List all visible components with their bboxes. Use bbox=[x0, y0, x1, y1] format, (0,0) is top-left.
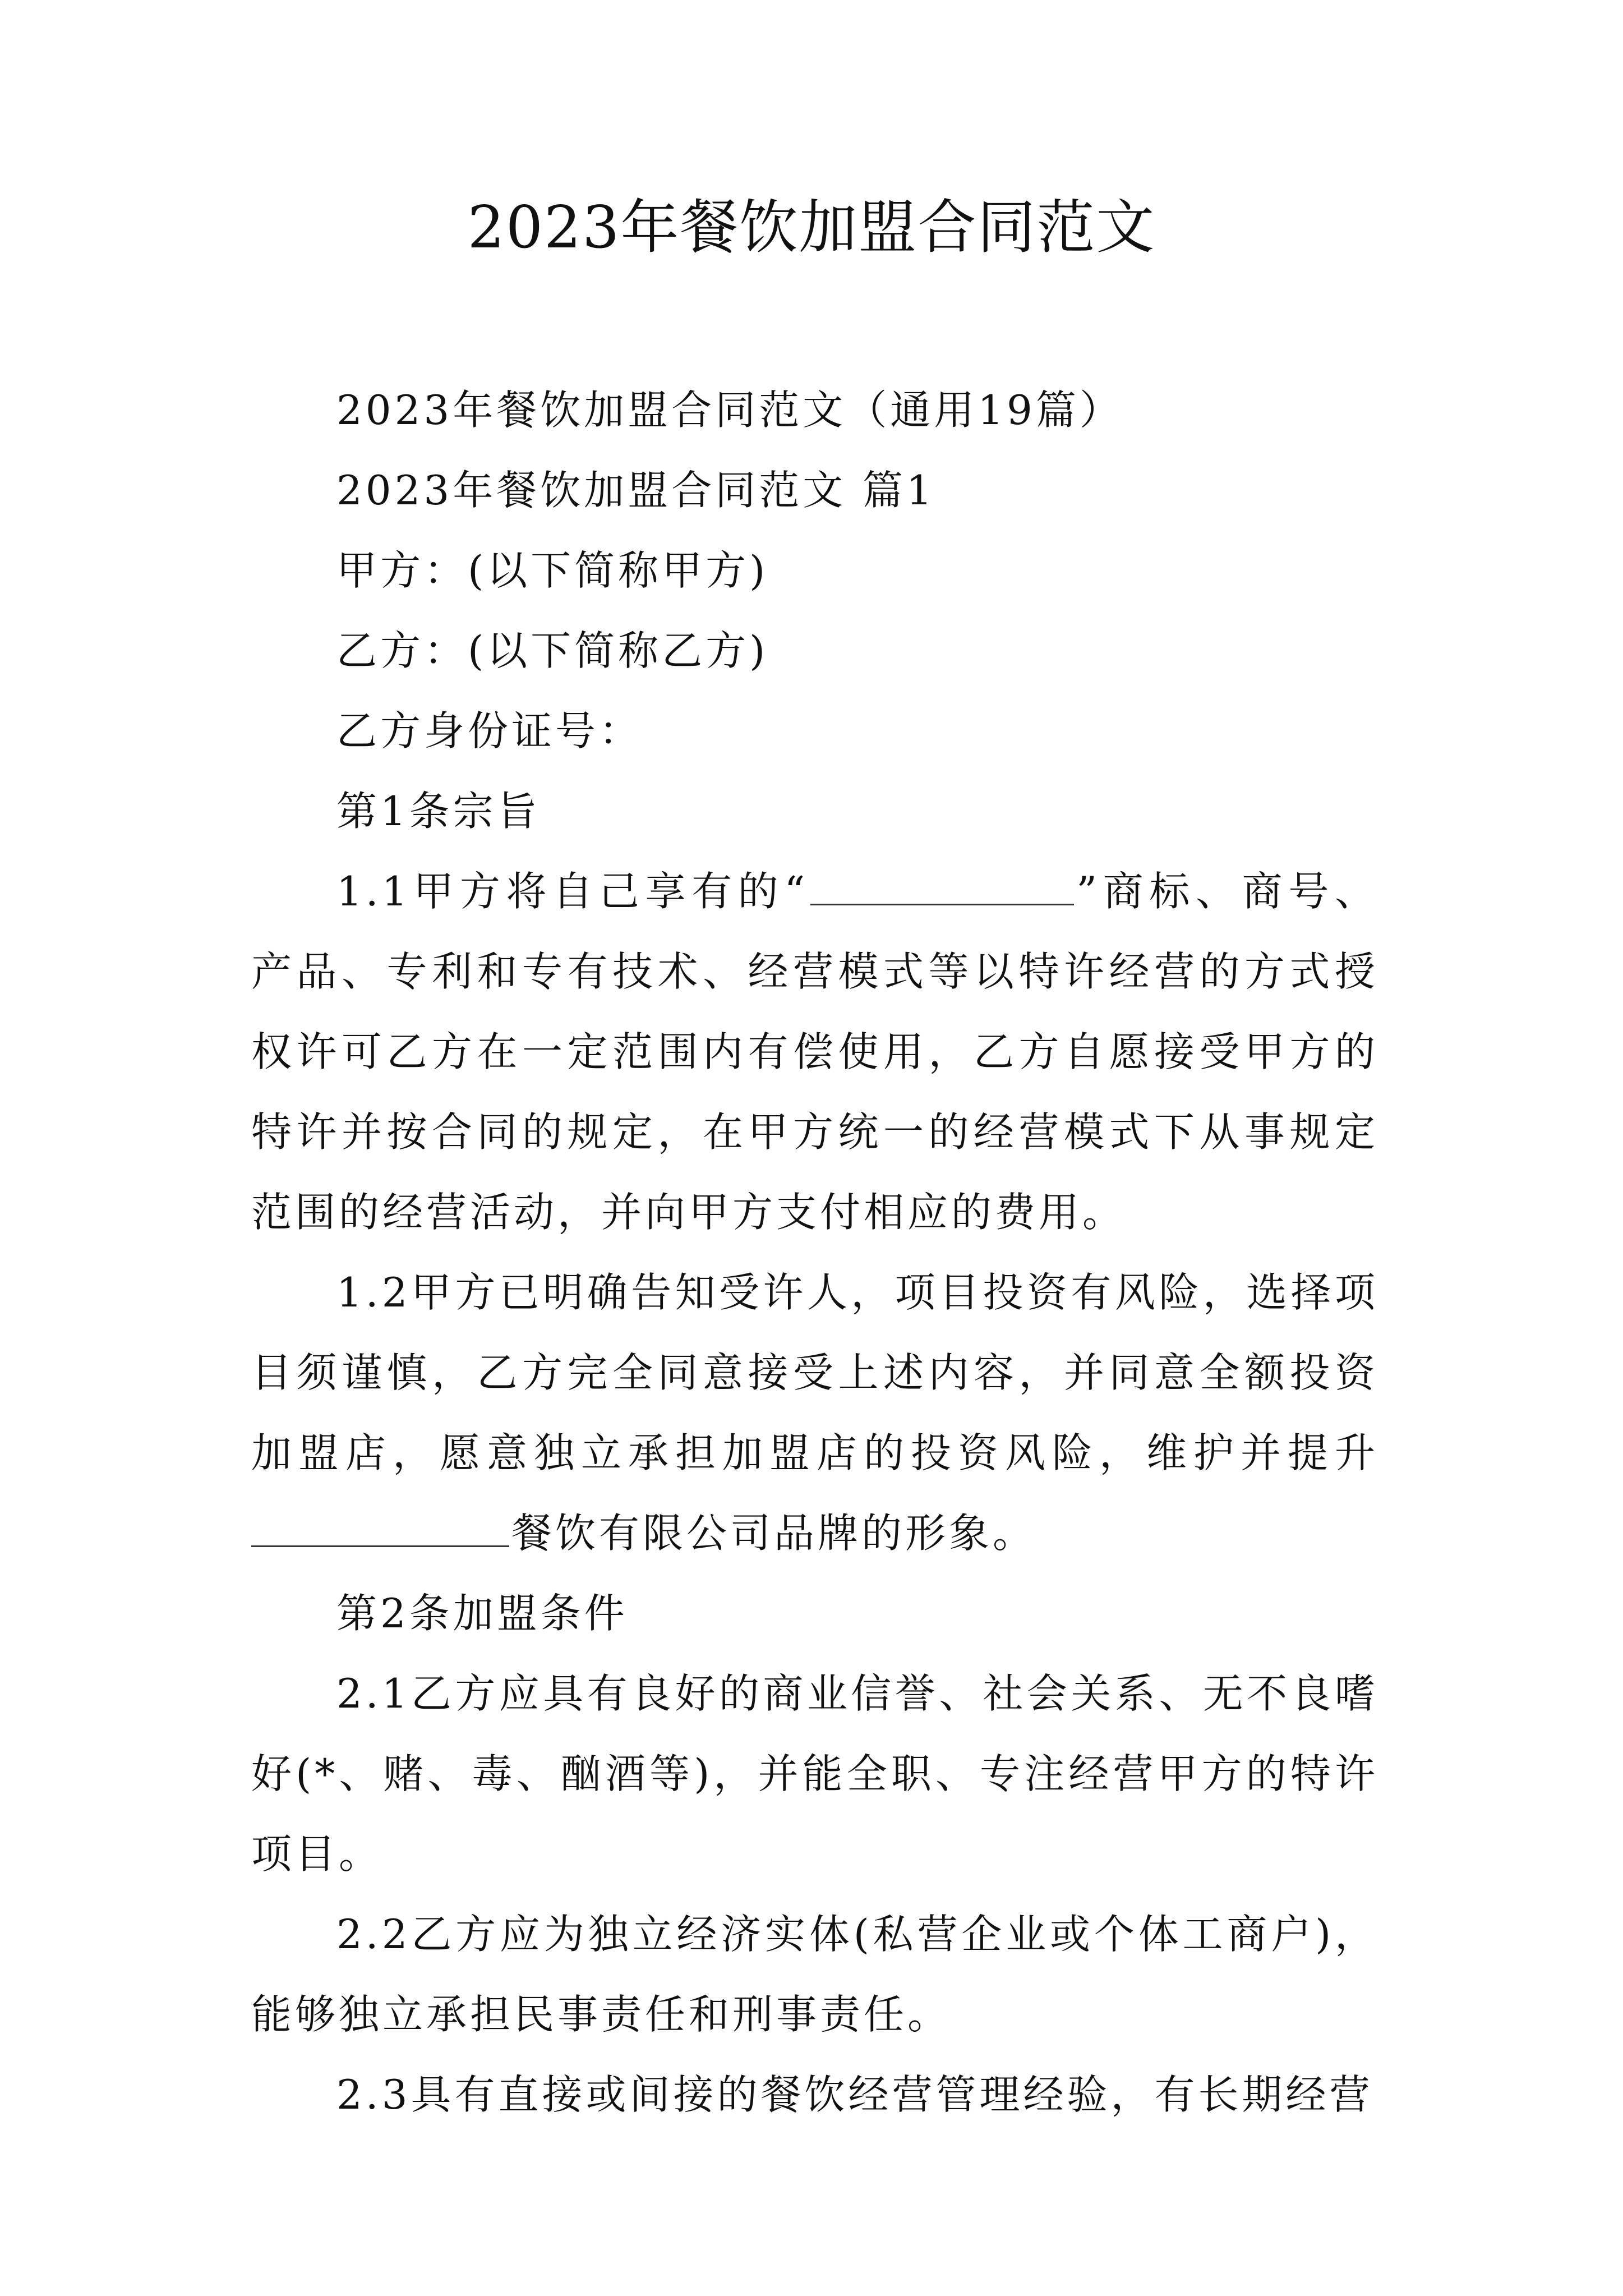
collection-subtitle: 2023年餐饮加盟合同范文（通用19篇） bbox=[336, 386, 1123, 434]
company-name-blank-line bbox=[251, 1512, 509, 1547]
article-2-heading: 第2条加盟条件 bbox=[336, 1590, 628, 1637]
document-body bbox=[251, 370, 1378, 2135]
clause-1-1-after-blank: ”商标、商号、产品、专利和专有技术、经营模式等以特许经营的方式授权许可乙方在一定范围内有偿使用，乙方自愿接受甲方的特许并按合同的规定，在甲方统一的经营模式下从事规定范围的经营活动，并向甲方支付相应的费用。 bbox=[251, 868, 1378, 1236]
part-subtitle: 2023年餐饮加盟合同范文 篇1 bbox=[336, 467, 935, 514]
clause-2-3: 2.3具有直接或间接的餐饮经营管理经验，有长期经营 bbox=[336, 2071, 1373, 2118]
document-title: 2023年餐饮加盟合同范文 bbox=[467, 193, 1156, 261]
clause-2-1: 2.1乙方应具有良好的商业信誉、社会关系、无不良嗜好(*、赌、毒、酗酒等)，并能全职、专注经营甲方的特许项目。 bbox=[251, 1670, 1378, 1878]
clause-1-2-tail: 餐饮有限公司品牌的形象。 bbox=[511, 1510, 1037, 1557]
clause-1-2-continued bbox=[251, 1493, 1378, 1573]
party-a-line: 甲方：(以下简称甲方) bbox=[336, 547, 769, 594]
trademark-blank-line bbox=[810, 870, 1074, 905]
article-1-heading: 第1条宗旨 bbox=[336, 788, 541, 835]
clause-2-2: 2.2乙方应为独立经济实体(私营企业或个体工商户)，能够独立承担民事责任和刑事责任。 bbox=[251, 1911, 1378, 2038]
clause-1-2: 1.2甲方已明确告知受许人，项目投资有风险，选择项目须谨慎，乙方完全同意接受上述内容，并同意全额投资加盟店，愿意独立承担加盟店的投资风险，维护并提升 bbox=[251, 1269, 1378, 1476]
party-b-line: 乙方：(以下简称乙方) bbox=[336, 627, 769, 674]
clause-1-1 bbox=[251, 852, 1378, 1253]
party-b-id-line: 乙方身份证号： bbox=[336, 707, 643, 754]
clause-1-1-before-blank: 1.1甲方将自己享有的“ bbox=[336, 868, 809, 915]
